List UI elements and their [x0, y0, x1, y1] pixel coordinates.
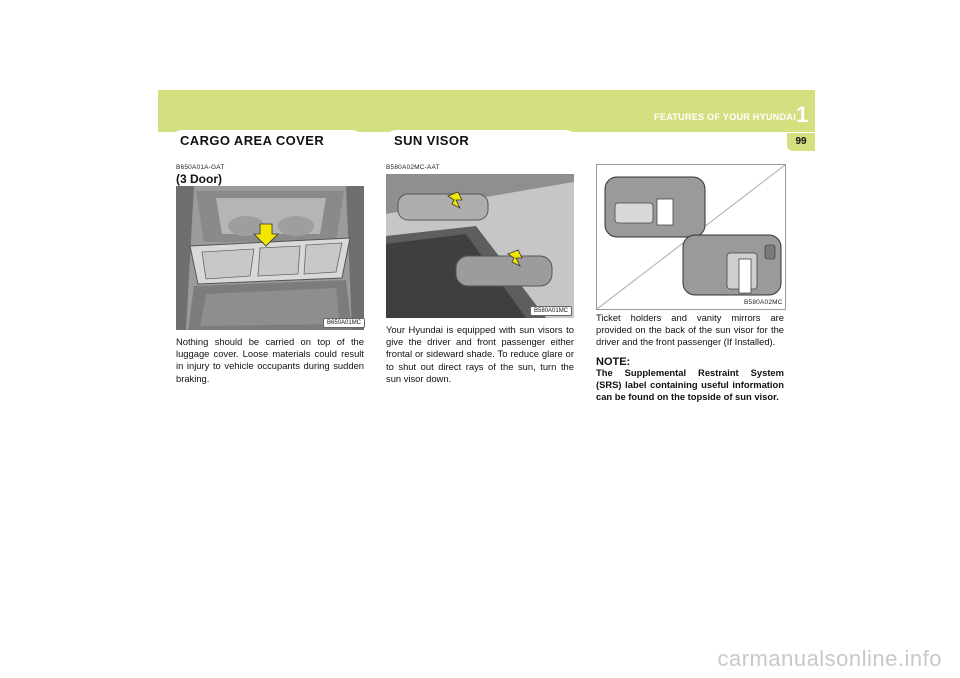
cargo-body-text: Nothing should be carried on top of the luggage cover. Loose materials could result in injury to vehicle occupants during sudden braking.: [176, 336, 364, 384]
note-heading: NOTE:: [596, 356, 631, 368]
ticket-body-text: Ticket holders and vanity mirrors are provided on the back of the sun visor for the driver and the front passenger (If Installed).: [596, 312, 784, 348]
ticket-figure-label: B580A02MC: [744, 299, 783, 306]
visor-figure: [386, 174, 574, 318]
cargo-figure-label: B650A01MC: [323, 318, 365, 328]
visor-body-text: Your Hyundai is equipped with sun visors to give the driver and front passenger either frontal or sideward shade. To reduce glare or to shut out direct rays of the sun, turn the sun visor down.: [386, 324, 574, 384]
section-header-cargo: [172, 130, 362, 152]
section-title-visor: SUN VISOR: [394, 133, 470, 148]
chapter-number: 1: [796, 102, 809, 127]
cargo-code: B650A01A-GAT: [176, 164, 225, 171]
header-band: [158, 90, 815, 132]
cargo-figure: [176, 186, 364, 330]
note-body-text: The Supplemental Restraint System (SRS) label containing useful information can be found on the topside of sun visor.: [596, 367, 784, 403]
cargo-illustration: [176, 186, 364, 330]
chapter-title: FEATURES OF YOUR HYUNDAI: [654, 112, 796, 122]
ticket-illustration: [597, 165, 785, 309]
section-title-cargo: CARGO AREA COVER: [180, 133, 325, 148]
watermark: carmanualsonline.info: [717, 646, 942, 671]
visor-figure-label: B580A01MC: [530, 306, 572, 316]
page-number: 99: [795, 136, 807, 147]
cargo-subhead: (3 Door): [176, 172, 222, 186]
section-header-visor: [386, 130, 576, 152]
visor-code: B580A02MC-AAT: [386, 164, 440, 171]
visor-illustration: [386, 174, 574, 318]
ticket-figure: [596, 164, 786, 310]
